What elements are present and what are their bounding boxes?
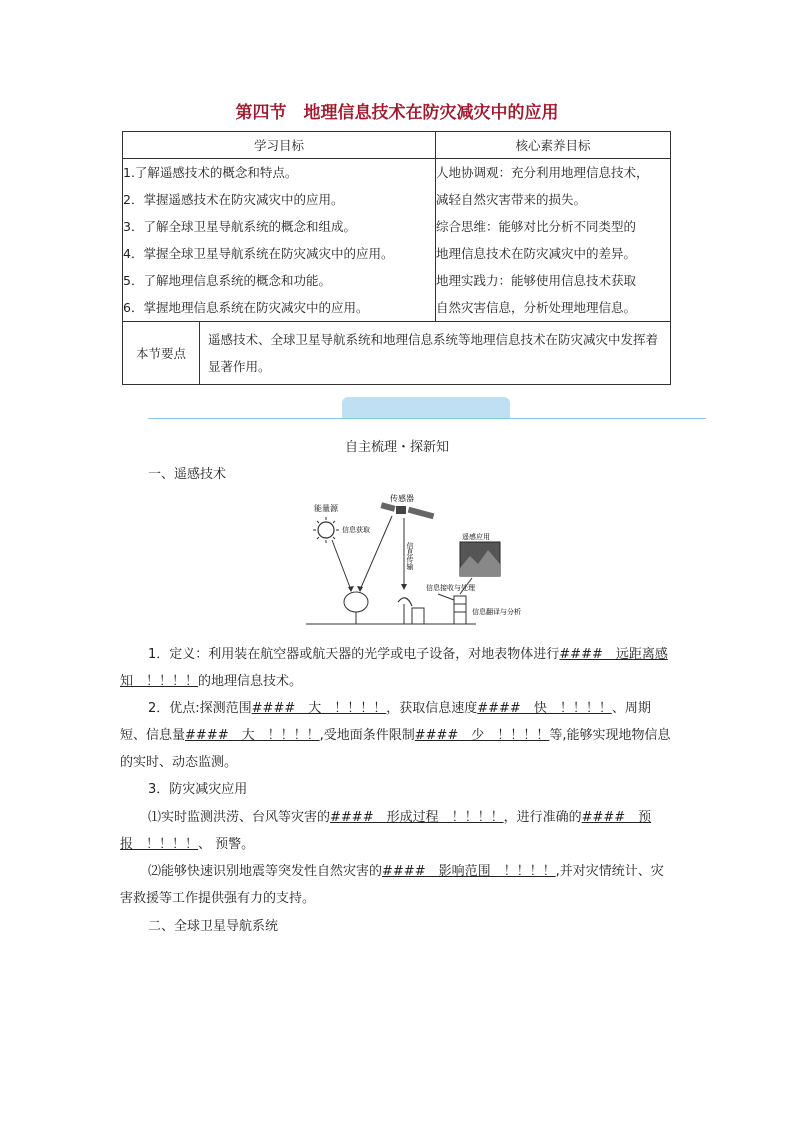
tree-icon xyxy=(344,592,368,624)
info-acquisition-label: 信息获取 xyxy=(342,526,370,534)
key-points-text: 遥感技术、全球卫星导航系统和地理信息系统等地理信息技术在防灾减灾中发挥着显著作用。 xyxy=(200,322,671,385)
info-transmission-label: 信息传输 xyxy=(406,542,414,570)
rs-image-icon xyxy=(460,542,500,576)
item-applications-heading: 3．防灾减灾应用 xyxy=(148,782,248,797)
info-translate-label: 信息翻译与分析 xyxy=(472,608,521,616)
section-banner-tab xyxy=(342,397,510,419)
item-definition: 1．定义：利用装在航空器或航天器的光学或电子设备，对地表物体进行#### 远距离感知 ！！！！的地理信息技术。 xyxy=(120,647,668,689)
dish-antenna-icon xyxy=(398,598,424,624)
item-advantages: 2．优点:探测范围#### 大 ！！！！，获取信息速度#### 快 ！！！！、周期短、信息量#### 大 ！！！！,受地面条件限制#### 少 ！！！！等,能够实现地物信息的实时、动态监测。 xyxy=(120,701,671,770)
goals-table xyxy=(122,131,671,385)
learning-goals-header: 学习目标 xyxy=(123,132,436,159)
learning-goal-item: 1.了解遥感技术的概念和特点。 xyxy=(123,165,298,180)
core-goal-line: 地理信息技术在防灾减灾中的差异。 xyxy=(436,246,637,261)
learning-goals-list xyxy=(123,159,436,322)
core-goal-line: 自然灾害信息，分析处理地理信息。 xyxy=(436,300,637,315)
computer-icon xyxy=(454,596,466,624)
arrow-to-computer xyxy=(438,594,454,600)
answer-blank: #### 预报 ！！！！ xyxy=(120,810,652,852)
energy-source-label: 能量源 xyxy=(314,504,338,513)
core-goals-list xyxy=(436,159,671,322)
heading-remote-sensing: 一、遥感技术 xyxy=(148,467,227,482)
core-goal-line: 人地协调观：充分利用地理信息技术， xyxy=(436,165,649,180)
learning-goal-item: 3．了解全球卫星导航系统的概念和组成。 xyxy=(123,219,356,234)
answer-blank: #### 形成过程 ！！！！ xyxy=(330,810,504,825)
learning-goal-item: 2．掌握遥感技术在防灾减灾中的应用。 xyxy=(123,192,344,207)
sensor-label: 传感器 xyxy=(390,494,414,503)
heading-gnss: 二、全球卫星导航系统 xyxy=(148,919,279,934)
learning-goal-item: 5．了解地理信息系统的概念和功能。 xyxy=(123,273,331,288)
answer-blank: #### 大 ！！！！ xyxy=(251,701,387,716)
rs-application-label: 遥感应用 xyxy=(462,533,490,541)
answer-blank: #### 少 ！！！！ xyxy=(414,728,550,743)
sun-icon xyxy=(313,517,339,543)
learning-goal-item: 6．掌握地理信息系统在防灾减灾中的应用。 xyxy=(123,300,369,315)
learning-goal-item: 4．掌握全球卫星导航系统在防灾减灾中的应用。 xyxy=(123,246,394,261)
answer-blank: #### 影响范围 ！！！！ xyxy=(382,864,556,879)
answer-blank: #### 远距离感知 ！！！！ xyxy=(120,647,668,689)
key-points-label: 本节要点 xyxy=(123,322,200,385)
remote-sensing-diagram xyxy=(296,490,528,630)
item-application-1: ⑴实时监测洪涝、台风等灾害的#### 形成过程 ！！！！，进行准确的#### 预报 ！！！！、 预警。 xyxy=(120,810,652,852)
item-application-2: ⑵能够快速识别地震等突发性自然灾害的#### 影响范围 ！！！！,并对灾情统计、灾害救援等工作提供强有力的支持。 xyxy=(120,864,664,906)
info-receive-label: 信息接收与处理 xyxy=(426,584,475,592)
core-goal-line: 减轻自然灾害带来的损失。 xyxy=(436,192,587,207)
page-title: 第四节 地理信息技术在防灾减灾中的应用 xyxy=(235,103,559,123)
section-divider xyxy=(148,418,706,419)
core-goals-header: 核心素养目标 xyxy=(436,132,671,159)
core-goal-line: 综合思维：能够对比分析不同类型的 xyxy=(436,219,637,234)
satellite-icon xyxy=(380,502,434,519)
answer-blank: #### 快 ！！！！ xyxy=(477,701,612,716)
section-title: 自主梳理・探新知 xyxy=(344,440,449,455)
answer-blank: #### 大 ！！！！ xyxy=(185,728,320,743)
core-goal-line: 地理实践力：能够使用信息技术获取 xyxy=(436,273,637,288)
